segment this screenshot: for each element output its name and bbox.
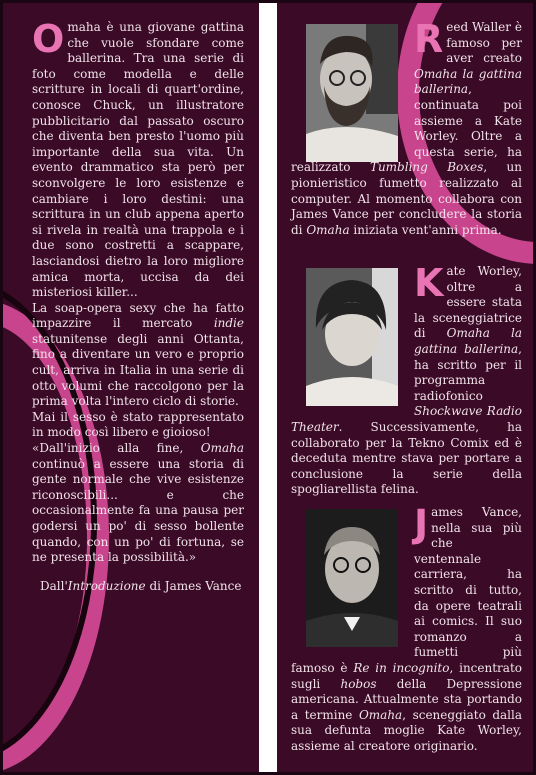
drop-cap: J bbox=[414, 502, 429, 546]
spine-divider bbox=[259, 0, 277, 775]
photo-spacer bbox=[291, 264, 414, 414]
drop-cap: R bbox=[414, 17, 444, 61]
quote-attribution: Dall'Introduzione di James Vance bbox=[40, 579, 242, 593]
drop-cap: O bbox=[32, 17, 65, 61]
bio-james-vance: James Vance, nella sua più che ventennale carriera, ha scritto di tutto, da opere teatrali ai comics. Il suo romanzo a fumetti più famoso è Re in incognito, incentrato sugli hobos della Depressione americana. Attualmente sta portando a termine Omaha, sceneggiato dalla sua defunta moglie Kate Worley, assieme al creatore originario. bbox=[291, 502, 522, 753]
bio-kate-worley: Kate Worley, oltre a essere stata la sceneggiatrice di Omaha la gattina ballerina, ha scritto per il programma radiofonico Shockwave Radio Theater. Successivamente, ha collaborato per la Tekno Comix ed è deceduta mentre stava per portare a conclusione la serie della spogliarellista felina. bbox=[291, 261, 522, 497]
synopsis-text: Omaha è una giovane gattina che vuole sfondare come ballerina. Tra una serie di foto come modella e delle scritture in locali di quart'ordine, conosce Chuck, un illustratore pubblicitario dal passato oscuro che diventa ben presto l'uomo più importante della sua vita. Un evento drammatico sta però per sconvolgere le loro esistenze e cambiare i loro destini: una scrittura in un club appena aperto si rivela in realtà una trappola e i due sono costretti a scappare, lasciandosi dietro la loro migliore amica morta, uccisa da dei misteriosi killer... La soap-opera sexy che ha fatto impazzire il mercato indie statunitense degli anni Ottanta, fino a diventare un vero e proprio cult, arriva in Italia in una serie di otto volumi che raccolgono per la prima volta l'intero ciclo di storie. Mai il sesso è stato rappresentato in modo così libero e gioioso! bbox=[32, 17, 244, 440]
photo-spacer bbox=[291, 505, 414, 655]
bio-reed-waller: Reed Waller è famoso per aver creato Omaha la gattina ballerina, continuata poi assieme a Kate Worley. Oltre a questa serie, ha realizzato Tumbling Boxes, un pionieristico fumetto realizzato al computer. Al momento collabora con James Vance per concludere la storia di Omaha iniziata vent'anni prima. bbox=[291, 17, 523, 237]
photo-spacer bbox=[291, 20, 414, 155]
back-cover-right-panel bbox=[277, 0, 536, 775]
drop-cap: K bbox=[414, 261, 444, 305]
quote-text: «Dall'inizio alla fine, Omaha continuò a essere una storia di gente normale che vive esistenze riconoscibili... e che occasionalmente fa una pausa per godersi un po' di sesso bollente quando, con un po' di fortuna, se ne presenta la possibilità.» bbox=[32, 441, 244, 565]
back-cover-left-panel bbox=[0, 0, 259, 775]
